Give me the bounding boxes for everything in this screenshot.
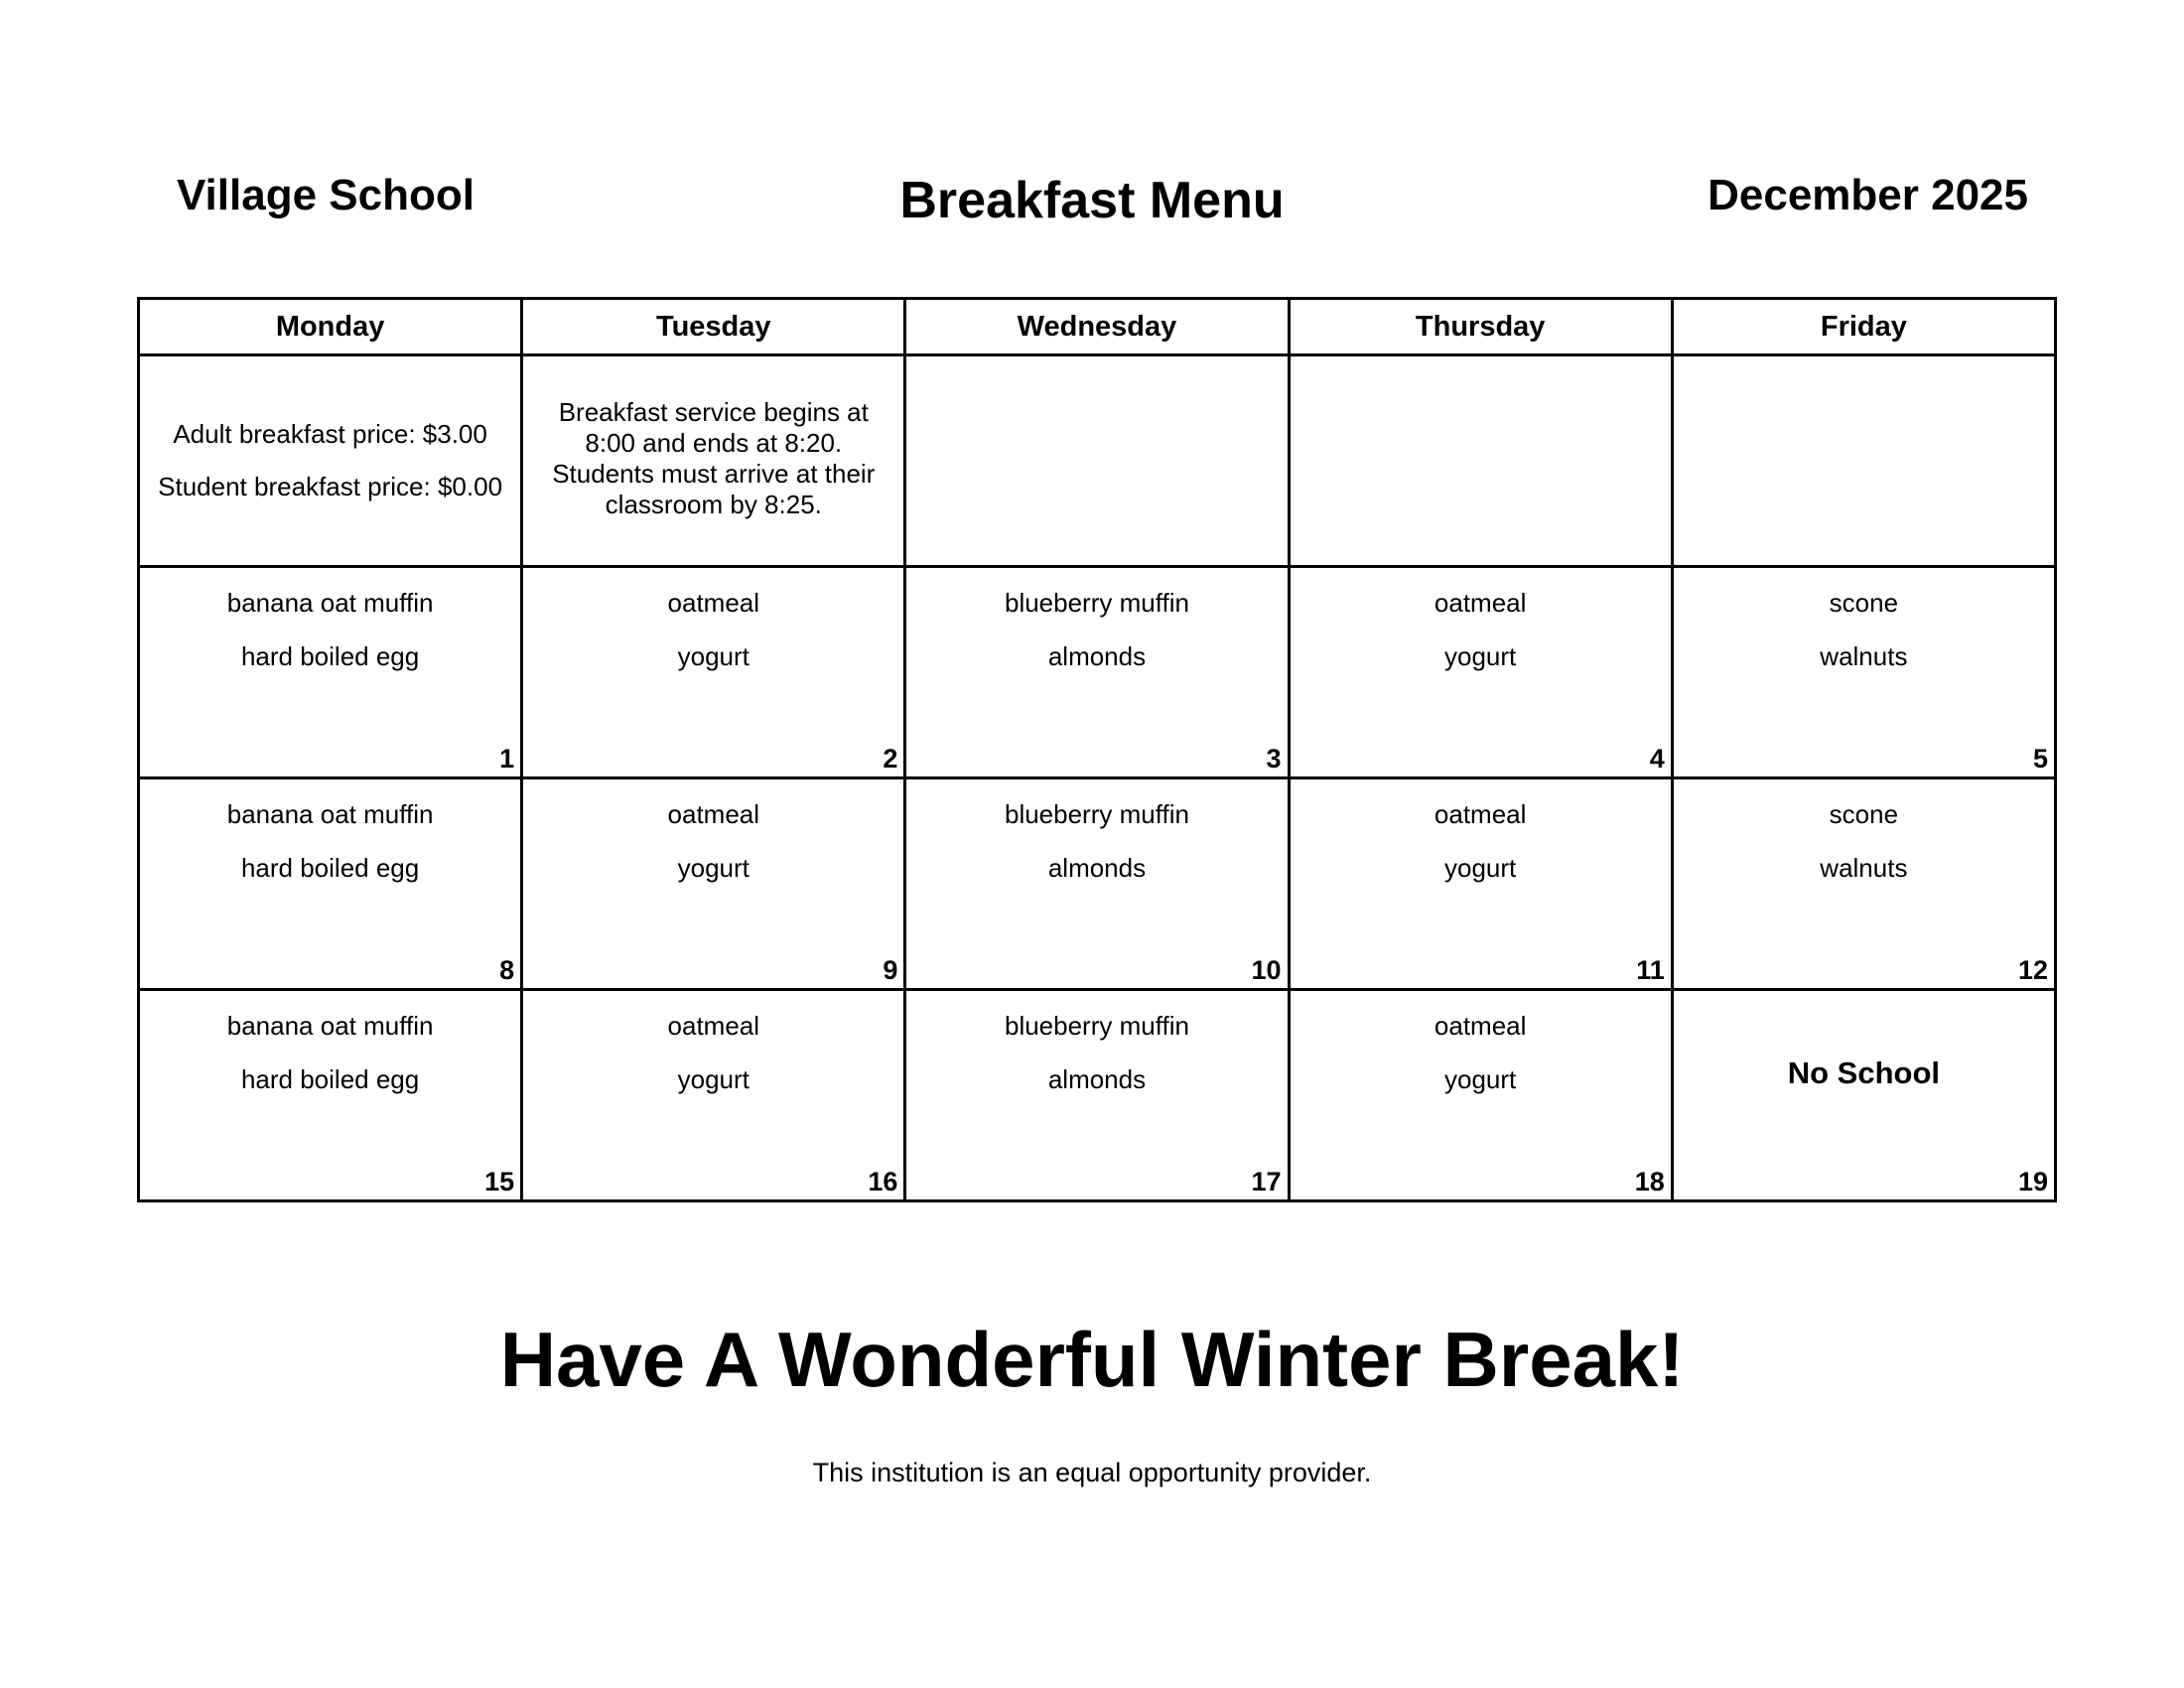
day-cell	[522, 990, 905, 1201]
weekday-header-wednesday: Wednesday	[905, 299, 1289, 355]
menu-item: blueberry muffin	[1004, 588, 1189, 618]
menu-item: oatmeal	[1433, 1011, 1527, 1041]
day-cell	[139, 567, 522, 778]
date-number: 19	[2017, 1167, 2048, 1196]
weekday-header-tuesday: Tuesday	[522, 299, 905, 355]
menu-item: almonds	[1047, 641, 1147, 671]
day-cell	[905, 567, 1289, 778]
week-row	[139, 778, 2056, 990]
date-number: 2	[883, 744, 898, 774]
date-number: 5	[2032, 744, 2048, 774]
no-school-label: No School	[1787, 1055, 1941, 1090]
menu-item: yogurt	[677, 641, 750, 671]
menu-item: yogurt	[1444, 641, 1517, 671]
day-cell	[1672, 990, 2055, 1201]
day-cell	[1672, 567, 2055, 778]
menu-item: oatmeal	[667, 1011, 760, 1041]
menu-item: hard boiled egg	[240, 853, 420, 883]
weekday-header-row	[139, 299, 2056, 355]
service-hours-cell	[522, 355, 905, 567]
empty-cell	[1289, 355, 1672, 567]
menu-item: almonds	[1047, 1064, 1147, 1094]
date-number: 1	[499, 744, 515, 774]
menu-item: blueberry muffin	[1004, 799, 1189, 829]
weekday-header-thursday: Thursday	[1289, 299, 1672, 355]
date-number: 10	[1251, 955, 1282, 985]
menu-item: hard boiled egg	[240, 1064, 420, 1094]
day-cell	[1289, 778, 1672, 990]
menu-item: scone	[1829, 588, 1899, 618]
date-number: 4	[1649, 744, 1665, 774]
info-row	[139, 355, 2056, 567]
week-row	[139, 567, 2056, 778]
menu-item: yogurt	[1444, 1064, 1517, 1094]
month-label: December 2025	[1707, 171, 2028, 219]
date-number: 16	[868, 1167, 898, 1196]
date-number: 8	[499, 955, 515, 985]
day-cell	[139, 990, 522, 1201]
weekday-header-friday: Friday	[1672, 299, 2055, 355]
day-cell	[1289, 567, 1672, 778]
menu-item: walnuts	[1820, 853, 1908, 883]
day-cell	[1289, 990, 1672, 1201]
day-cell	[1672, 778, 2055, 990]
day-cell	[522, 778, 905, 990]
service-hours-text: Breakfast service begins at 8:00 and ends at 8:20. Students must arrive at their classroom by 8:25.	[552, 396, 876, 519]
menu-item: banana oat muffin	[226, 1011, 434, 1041]
day-cell	[905, 778, 1289, 990]
date-number: 3	[1266, 744, 1282, 774]
winter-break-message: Have A Wonderful Winter Break!	[499, 1316, 1685, 1403]
menu-item: walnuts	[1820, 641, 1908, 671]
menu-calendar	[137, 297, 2057, 1202]
weekday-header-monday: Monday	[139, 299, 522, 355]
menu-item: banana oat muffin	[226, 588, 434, 618]
date-number: 12	[2017, 955, 2048, 985]
menu-item: oatmeal	[667, 799, 760, 829]
menu-item: yogurt	[1444, 853, 1517, 883]
empty-cell	[905, 355, 1289, 567]
day-cell	[905, 990, 1289, 1201]
menu-item: scone	[1829, 799, 1899, 829]
date-number: 17	[1251, 1167, 1282, 1196]
date-number: 9	[883, 955, 898, 985]
student-price-text: Student breakfast price: $0.00	[158, 472, 503, 501]
equal-opportunity-statement: This institution is an equal opportunity provider.	[812, 1458, 1372, 1487]
week-row	[139, 990, 2056, 1201]
page-title: Breakfast Menu	[899, 172, 1285, 229]
menu-item: hard boiled egg	[240, 641, 420, 671]
date-number: 18	[1634, 1167, 1665, 1196]
date-number: 15	[484, 1167, 515, 1196]
menu-item: banana oat muffin	[226, 799, 434, 829]
empty-cell	[1672, 355, 2055, 567]
school-name: Village School	[177, 171, 475, 219]
menu-item: yogurt	[677, 1064, 750, 1094]
adult-price-text: Adult breakfast price: $3.00	[173, 419, 487, 449]
menu-item: almonds	[1047, 853, 1147, 883]
date-number: 11	[1636, 955, 1665, 985]
menu-item: oatmeal	[667, 588, 760, 618]
menu-item: oatmeal	[1433, 799, 1527, 829]
price-info-cell	[139, 355, 522, 567]
day-cell	[139, 778, 522, 990]
day-cell	[522, 567, 905, 778]
menu-item: yogurt	[677, 853, 750, 883]
menu-item: blueberry muffin	[1004, 1011, 1189, 1041]
menu-item: oatmeal	[1433, 588, 1527, 618]
